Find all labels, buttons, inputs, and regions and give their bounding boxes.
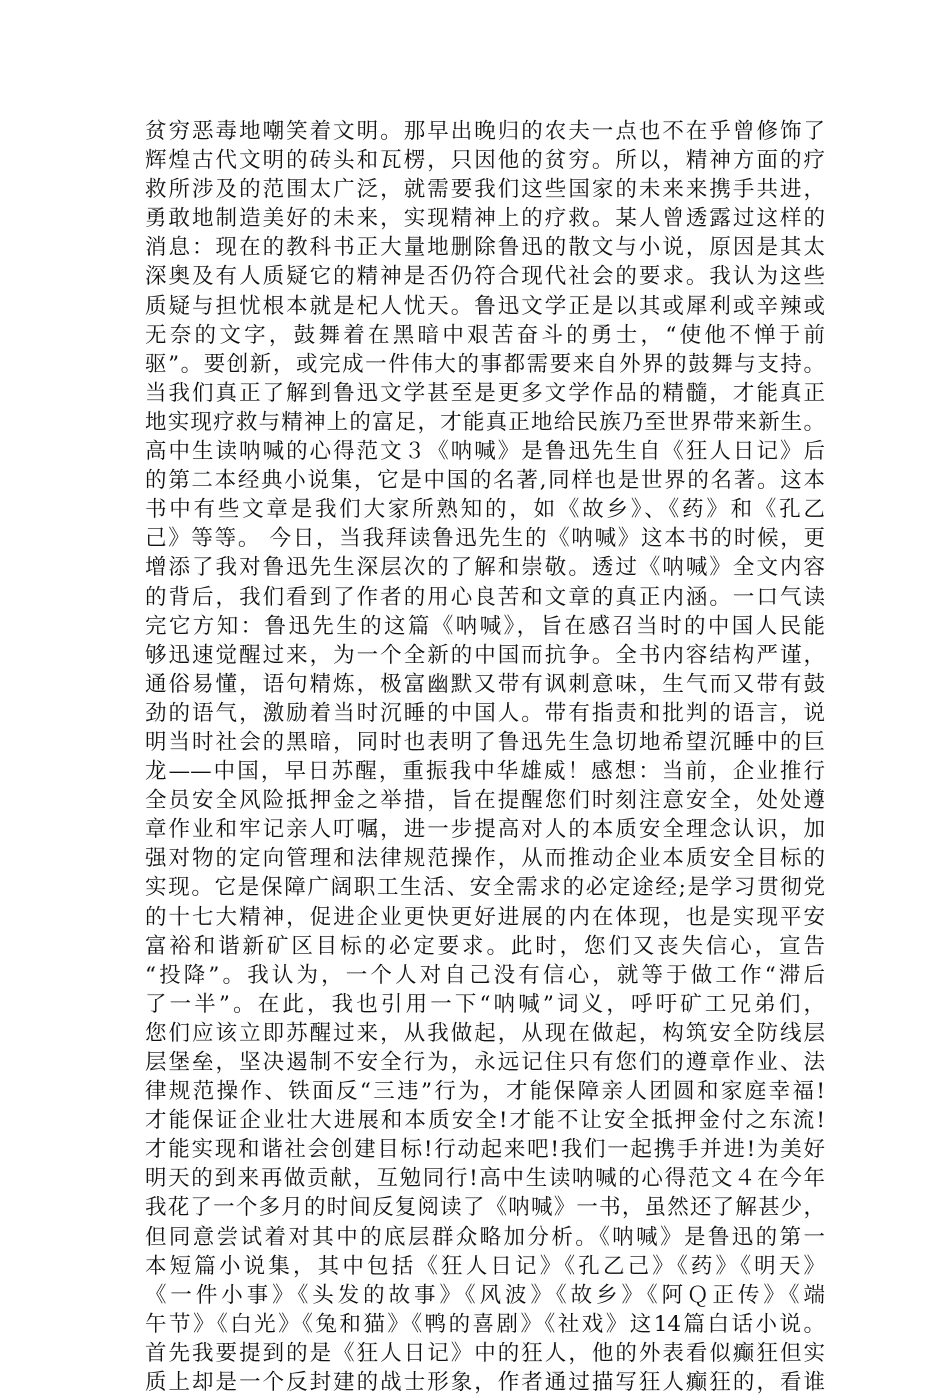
text-line: 龙——中国，早日苏醒，重振我中华雄威！感想：当前，企业推行 <box>145 759 825 785</box>
text-line: 质疑与担忧根本就是杞人忧天。鲁迅文学正是以其或犀利或辛辣或 <box>145 293 825 319</box>
text-line: 实现。它是保障广阔职工生活、安全需求的必定途经;是学习贯彻党 <box>145 875 825 901</box>
text-line: 够迅速觉醒过来，为一个全新的中国而抗争。全书内容结构严谨， <box>145 642 825 668</box>
text-line: 我花了一个多月的时间反复阅读了《呐喊》一书，虽然还了解甚少， <box>145 1195 825 1221</box>
text-line: 才能保证企业壮大进展和本质安全!才能不让安全抵押金付之东流! <box>145 1108 825 1134</box>
text-line: 章作业和牢记亲人叮嘱，进一步提高对人的本质安全理念认识，加 <box>145 817 825 843</box>
text-line: 高中生读呐喊的心得范文３《呐喊》是鲁迅先生自《狂人日记》后 <box>145 439 825 465</box>
text-line: 午节》《白光》《兔和猫》《鸭的喜剧》《社戏》这14篇白话小说。 <box>145 1311 825 1337</box>
text-line: 的第二本经典小说集，它是中国的名著,同样也是世界的名著。这本 <box>145 468 825 494</box>
text-line: 但同意尝试着对其中的底层群众略加分析。《呐喊》是鲁迅的第一 <box>145 1224 825 1250</box>
text-line: 富裕和谐新矿区目标的必定要求。此时，您们又丧失信心，宣告 <box>145 933 825 959</box>
body-text <box>145 117 825 1397</box>
text-line: 辉煌古代文明的砖头和瓦楞，只因他的贫穷。所以，精神方面的疗 <box>145 148 825 174</box>
text-line: 您们应该立即苏醒过来，从我做起，从现在做起，构筑安全防线层 <box>145 1020 825 1046</box>
text-line: 律规范操作、铁面反“三违”行为，才能保障亲人团圆和家庭幸福! <box>145 1079 825 1105</box>
text-line: 首先我要提到的是《狂人日记》中的狂人，他的外表看似癫狂但实 <box>145 1340 825 1366</box>
text-line: 全员安全风险抵押金之举措，旨在提醒您们时刻注意安全，处处遵 <box>145 788 825 814</box>
text-line: 救所涉及的范围太广泛，就需要我们这些国家的未来来携手共进， <box>145 177 825 203</box>
text-line: 勇敢地制造美好的未来，实现精神上的疗救。某人曾透露过这样的 <box>145 206 825 232</box>
text-line: 通俗易懂，语句精炼，极富幽默又带有讽刺意味，生气而又带有鼓 <box>145 671 825 697</box>
text-line: 明当时社会的黑暗，同时也表明了鲁迅先生急切地希望沉睡中的巨 <box>145 729 825 755</box>
text-line: 当我们真正了解到鲁迅文学甚至是更多文学作品的精髓，才能真正 <box>145 380 825 406</box>
text-line: “投降”。我认为，一个人对自己没有信心，就等于做工作“滞后 <box>145 962 825 988</box>
text-line: 书中有些文章是我们大家所熟知的，如《故乡》、《药》和《孔乙 <box>145 497 825 523</box>
text-line: 才能实现和谐社会创建目标!行动起来吧!我们一起携手并进!为美好 <box>145 1137 825 1163</box>
text-line: 增添了我对鲁迅先生深层次的了解和崇敬。透过《呐喊》全文内容 <box>145 555 825 581</box>
text-line: 劲的语气，激励着当时沉睡的中国人。带有指责和批判的语言，说 <box>145 700 825 726</box>
text-line: 消息：现在的教科书正大量地删除鲁迅的散文与小说，原因是其太 <box>145 235 825 261</box>
text-line: 质上却是一个反封建的战士形象，作者通过描写狂人癫狂的，看谁 <box>145 1370 825 1396</box>
text-line: 贫穷恶毒地嘲笑着文明。那早出晚归的农夫一点也不在乎曾修饰了 <box>145 119 825 144</box>
text-line: 驱”。要创新，或完成一件伟大的事都需要来自外界的鼓舞与支持。 <box>145 351 825 377</box>
text-line: 本短篇小说集，其中包括《狂人日记》《孔乙己》《药》《明天》 <box>145 1253 825 1279</box>
text-line: 明天的到来再做贡献，互勉同行!高中生读呐喊的心得范文４在今年 <box>145 1166 825 1192</box>
text-line: 地实现疗救与精神上的富足，才能真正地给民族乃至世界带来新生。 <box>145 409 825 435</box>
text-line: 了一半”。在此，我也引用一下“呐喊”词义，呼吁矿工兄弟们， <box>145 991 825 1017</box>
text-line: 无奈的文字，鼓舞着在黑暗中艰苦奋斗的勇士，“使他不惮于前 <box>145 322 825 348</box>
text-line: 《一件小事》《头发的故事》《风波》《故乡》《阿Ｑ正传》《端 <box>145 1282 825 1308</box>
text-line: 层堡垒，坚决遏制不安全行为，永远记住只有您们的遵章作业、法 <box>145 1050 825 1075</box>
text-line: 强对物的定向管理和法律规范操作，从而推动企业本质安全目标的 <box>145 846 825 872</box>
text-line: 的背后，我们看到了作者的用心良苦和文章的真正内涵。一口气读 <box>145 584 825 610</box>
text-line: 己》等等。 今日，当我拜读鲁迅先生的《呐喊》这本书的时候，更 <box>145 526 825 552</box>
text-line: 的十七大精神，促进企业更快更好进展的内在体现，也是实现平安 <box>145 904 825 930</box>
text-line: 深奥及有人质疑它的精神是否仍符合现代社会的要求。我认为这些 <box>145 264 825 290</box>
text-line: 完它方知：鲁迅先生的这篇《呐喊》，旨在感召当时的中国人民能 <box>145 613 825 639</box>
